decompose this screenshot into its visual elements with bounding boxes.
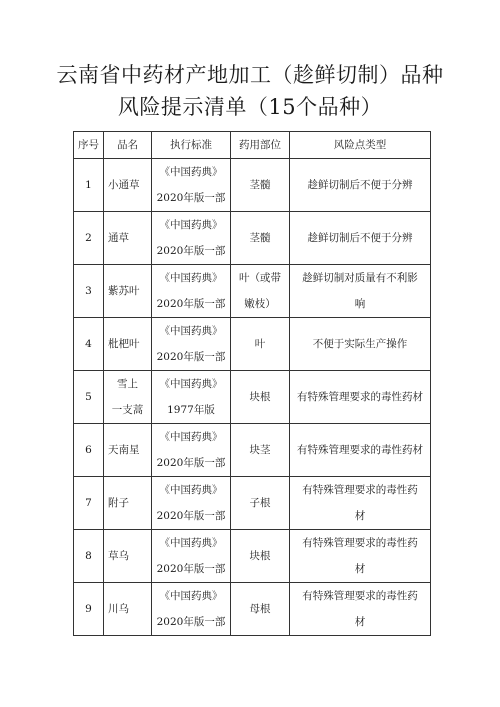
cell-seq-text: 7	[85, 497, 92, 509]
cell-risk-text: 不便于实际生产操作	[312, 338, 408, 350]
cell-part	[231, 265, 290, 318]
cell-seq	[74, 212, 104, 265]
cell-seq-text: 9	[85, 603, 92, 615]
cell-risk-text: 有特殊管理要求的毒性药	[302, 537, 418, 549]
table-row	[74, 477, 431, 530]
cell-seq	[74, 371, 104, 424]
table-row	[74, 159, 431, 212]
cell-name	[104, 371, 152, 424]
cell-standard	[152, 318, 231, 371]
document-title-line-1: 云南省中药材产地加工（趁鲜切制）品种	[56, 63, 444, 87]
cell-name	[104, 583, 152, 636]
cell-seq-text: 8	[85, 550, 92, 562]
header-part: 药用部位	[231, 132, 290, 159]
cell-standard	[152, 583, 231, 636]
cell-seq	[74, 424, 104, 477]
cell-part-text: 茎髓	[249, 179, 271, 191]
cell-standard	[152, 424, 231, 477]
cell-name	[104, 318, 152, 371]
cell-risk-text: 有特殊管理要求的毒性药	[302, 484, 418, 496]
cell-part	[231, 424, 290, 477]
cell-risk	[290, 371, 431, 424]
cell-part	[231, 212, 290, 265]
cell-name-text: 雪上	[117, 378, 138, 390]
cell-risk-text: 有特殊管理要求的毒性药材	[297, 444, 423, 456]
cell-part-text: 嫩枝）	[244, 298, 276, 310]
cell-seq	[74, 159, 104, 212]
cell-name-text: 草乌	[108, 550, 129, 562]
cell-risk	[290, 265, 431, 318]
cell-part-text: 母根	[249, 603, 271, 615]
cell-risk-text: 有特殊管理要求的毒性药	[302, 590, 418, 602]
cell-part-text: 块茎	[249, 444, 271, 456]
cell-seq	[74, 583, 104, 636]
header-risk: 风险点类型	[290, 132, 431, 159]
header-name: 品名	[104, 132, 152, 159]
cell-risk-text: 趁鲜切制后不便于分辨	[307, 232, 413, 244]
cell-standard-text: 《中国药典》	[159, 219, 223, 231]
cell-standard-text: 《中国药典》	[159, 590, 223, 602]
cell-standard-text: 2020年版一部	[156, 351, 226, 363]
cell-standard-text: 《中国药典》	[159, 537, 223, 549]
risk-table	[73, 131, 431, 636]
cell-standard	[152, 477, 231, 530]
cell-standard-text: 《中国药典》	[159, 166, 223, 178]
cell-name	[104, 477, 152, 530]
cell-risk-text: 趁鲜切制后不便于分辨	[307, 179, 413, 191]
cell-standard-text: 2020年版一部	[156, 457, 226, 469]
cell-seq	[74, 265, 104, 318]
cell-name-text: 川乌	[108, 603, 129, 615]
cell-part-text: 子根	[249, 497, 271, 509]
cell-seq	[74, 477, 104, 530]
cell-risk-text: 材	[354, 510, 366, 522]
cell-risk	[290, 530, 431, 583]
table-body	[74, 159, 431, 636]
cell-seq-text: 6	[85, 444, 92, 456]
cell-standard	[152, 530, 231, 583]
cell-risk-text: 响	[354, 298, 366, 310]
cell-standard-text: 《中国药典》	[159, 431, 223, 443]
cell-part	[231, 583, 290, 636]
cell-seq-text: 4	[85, 338, 92, 350]
cell-part	[231, 477, 290, 530]
cell-part	[231, 318, 290, 371]
table-header-row	[74, 132, 431, 159]
cell-risk-text: 有特殊管理要求的毒性药材	[297, 391, 423, 403]
cell-part-text: 茎髓	[249, 232, 271, 244]
cell-standard-text: 2020年版一部	[156, 563, 226, 575]
cell-risk	[290, 159, 431, 212]
cell-standard-text: 1977年版	[167, 404, 215, 416]
cell-risk	[290, 318, 431, 371]
table-row	[74, 583, 431, 636]
cell-standard	[152, 371, 231, 424]
cell-risk	[290, 583, 431, 636]
document-title-line-2: 风险提示清单（15个品种）	[117, 95, 383, 119]
cell-seq-text: 1	[85, 179, 92, 191]
cell-seq	[74, 530, 104, 583]
header-standard: 执行标准	[152, 132, 231, 159]
cell-name-text: 小通草	[108, 179, 140, 191]
cell-standard-text: 2020年版一部	[156, 616, 226, 628]
cell-standard-text: 《中国药典》	[159, 484, 223, 496]
cell-name	[104, 530, 152, 583]
cell-part-text: 块根	[249, 391, 271, 403]
table-row	[74, 424, 431, 477]
cell-name	[104, 424, 152, 477]
cell-seq	[74, 318, 104, 371]
cell-name	[104, 265, 152, 318]
cell-standard	[152, 212, 231, 265]
cell-standard-text: 2020年版一部	[156, 298, 226, 310]
cell-standard	[152, 265, 231, 318]
cell-standard-text: 2020年版一部	[156, 510, 226, 522]
cell-name-text: 一支蒿	[111, 404, 144, 416]
cell-risk	[290, 477, 431, 530]
cell-name	[104, 159, 152, 212]
cell-seq-text: 5	[85, 391, 92, 403]
table-row	[74, 530, 431, 583]
cell-part-text: 块根	[249, 550, 271, 562]
cell-name	[104, 212, 152, 265]
table-row	[74, 212, 431, 265]
cell-risk-text: 材	[354, 616, 366, 628]
cell-standard-text: 《中国药典》	[159, 378, 223, 390]
cell-standard-text: 《中国药典》	[159, 272, 223, 284]
cell-standard-text: 《中国药典》	[159, 325, 223, 337]
cell-name-text: 通草	[108, 232, 129, 244]
table-row	[74, 318, 431, 371]
cell-name-text: 天南星	[108, 444, 140, 456]
cell-part-text: 叶	[254, 338, 266, 350]
header-seq: 序号	[74, 132, 104, 159]
cell-part	[231, 530, 290, 583]
cell-name-text: 附子	[108, 497, 129, 509]
cell-risk	[290, 424, 431, 477]
cell-part	[231, 371, 290, 424]
cell-standard-text: 2020年版一部	[156, 245, 226, 257]
cell-risk-text: 趁鲜切制对质量有不利影	[302, 272, 418, 284]
cell-name-text: 紫苏叶	[108, 285, 140, 297]
cell-seq-text: 3	[85, 285, 92, 297]
cell-risk-text: 材	[354, 563, 366, 575]
table-row	[74, 371, 431, 424]
cell-standard-text: 2020年版一部	[156, 192, 226, 204]
cell-standard	[152, 159, 231, 212]
cell-risk	[290, 212, 431, 265]
table-row	[74, 265, 431, 318]
cell-name-text: 枇杷叶	[108, 338, 140, 350]
cell-part	[231, 159, 290, 212]
cell-seq-text: 2	[85, 232, 92, 244]
cell-part-text: 叶（或带	[239, 272, 281, 284]
